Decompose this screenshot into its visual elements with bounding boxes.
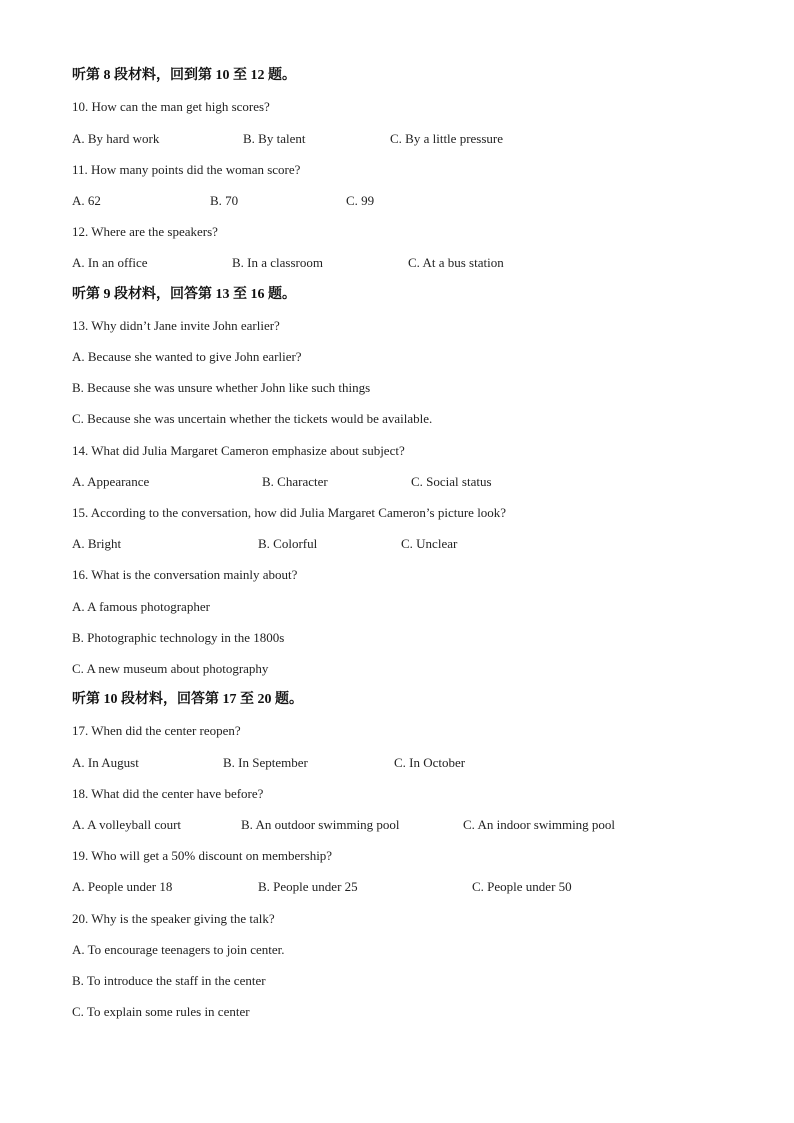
question-stem: 20. Why is the speaker giving the talk? xyxy=(72,911,275,926)
option-c: C. To explain some rules in center xyxy=(72,1004,250,1019)
option-a: A. Because she wanted to give John earlier? xyxy=(72,349,302,364)
option-a: A. To encourage teenagers to join center. xyxy=(72,942,285,957)
option-b: B. To introduce the staff in the center xyxy=(72,973,266,988)
section-heading: 听第 8 段材料，回到第 10 至 12 题。 xyxy=(72,68,296,83)
question-stem: 10. How can the man get high scores? xyxy=(72,99,270,114)
question-stem: 13. Why didn’t Jane invite John earlier? xyxy=(72,318,280,333)
option-b: B. Colorful xyxy=(258,536,318,551)
option-a: A. In August xyxy=(72,755,139,770)
option-c: C. Because she was uncertain whether the tickets would be available. xyxy=(72,411,433,426)
option-a: A. A volleyball court xyxy=(72,817,182,832)
section-heading: 听第 9 段材料，回答第 13 至 16 题。 xyxy=(72,287,296,302)
option-c: C. A new museum about photography xyxy=(72,661,269,676)
option-b: B. 70 xyxy=(210,193,239,208)
question-stem: 16. What is the conversation mainly about? xyxy=(72,567,298,582)
option-c: C. An indoor swimming pool xyxy=(463,817,616,832)
question-stem: 14. What did Julia Margaret Cameron emphasize about subject? xyxy=(72,443,405,458)
option-b: B. In a classroom xyxy=(232,255,323,270)
option-b: B. An outdoor swimming pool xyxy=(241,817,400,832)
question-stem: 18. What did the center have before? xyxy=(72,786,264,801)
option-a: A. Bright xyxy=(72,536,122,551)
option-c: C. People under 50 xyxy=(472,879,572,894)
question-stem: 11. How many points did the woman score? xyxy=(72,162,301,177)
option-c: C. By a little pressure xyxy=(390,131,504,146)
question-stem: 17. When did the center reopen? xyxy=(72,723,241,738)
option-c: C. At a bus station xyxy=(408,255,504,270)
option-c: C. 99 xyxy=(346,193,375,208)
option-a: A. A famous photographer xyxy=(72,599,210,614)
option-c: C. In October xyxy=(394,755,466,770)
option-a: A. In an office xyxy=(72,255,148,270)
question-stem: 19. Who will get a 50% discount on membership? xyxy=(72,848,333,863)
option-c: C. Social status xyxy=(411,474,492,489)
section-heading: 听第 10 段材料，回答第 17 至 20 题。 xyxy=(72,692,303,707)
question-stem: 15. According to the conversation, how did Julia Margaret Cameron’s picture look? xyxy=(72,505,507,520)
option-c: C. Unclear xyxy=(401,536,458,551)
option-b: B. By talent xyxy=(243,131,306,146)
option-a: A. People under 18 xyxy=(72,879,173,894)
option-a: A. By hard work xyxy=(72,131,160,146)
option-a: A. Appearance xyxy=(72,474,150,489)
option-b: B. People under 25 xyxy=(258,879,358,894)
option-b: B. Character xyxy=(262,474,328,489)
option-b: B. Photographic technology in the 1800s xyxy=(72,630,285,645)
option-a: A. 62 xyxy=(72,193,101,208)
option-b: B. In September xyxy=(223,755,308,770)
option-b: B. Because she was unsure whether John like such things xyxy=(72,380,371,395)
question-stem: 12. Where are the speakers? xyxy=(72,224,218,239)
